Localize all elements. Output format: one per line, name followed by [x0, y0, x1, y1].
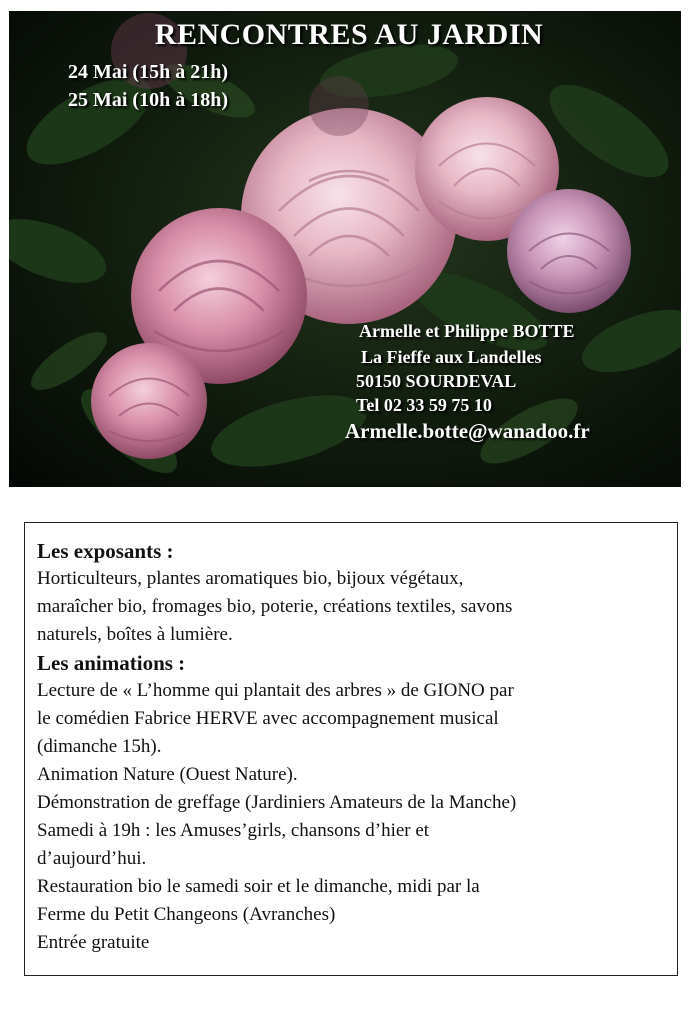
- animations-line: Ferme du Petit Changeons (Avranches): [37, 904, 336, 925]
- date-saturday: 24 Mai (15h à 21h): [68, 61, 228, 83]
- animations-line: (dimanche 15h).: [37, 736, 162, 757]
- animations-line: Animation Nature (Ouest Nature).: [37, 764, 298, 785]
- animations-heading: Les animations :: [37, 651, 186, 675]
- animations-line: Lecture de « L’homme qui plantait des arbres » de GIONO par: [37, 680, 514, 701]
- exposants-line: naturels, boîtes à lumière.: [37, 624, 233, 645]
- contact-email[interactable]: Armelle.botte@wanadoo.fr: [345, 419, 590, 443]
- event-dates: [68, 58, 228, 114]
- animations-line: le comédien Fabrice HERVE avec accompagnement musical: [37, 708, 499, 729]
- animations-line: Démonstration de greffage (Jardiniers Amateurs de la Manche): [37, 792, 517, 813]
- exposants-heading: Les exposants :: [37, 539, 174, 563]
- contact-name: Armelle et Philippe BOTTE: [359, 321, 575, 341]
- animations-line: Samedi à 19h : les Amuses’girls, chansons d’hier et: [37, 820, 430, 841]
- date-sunday: 25 Mai (10h à 18h): [68, 89, 228, 111]
- exposants-line: maraîcher bio, fromages bio, poterie, créations textiles, savons: [37, 596, 513, 617]
- exposants-line: Horticulteurs, plantes aromatiques bio, bijoux végétaux,: [37, 568, 464, 589]
- info-box: [24, 522, 678, 976]
- animations-line: d’aujourd’hui.: [37, 848, 147, 869]
- contact-place: La Fieffe aux Landelles: [361, 347, 542, 367]
- contact-phone: Tel 02 33 59 75 10: [356, 395, 492, 415]
- contact-city: 50150 SOURDEVAL: [356, 371, 517, 391]
- animations-line: Restauration bio le samedi soir et le dimanche, midi par la: [37, 876, 480, 897]
- animations-line: Entrée gratuite: [37, 932, 150, 953]
- poster-title: RENCONTRES AU JARDIN: [154, 18, 544, 51]
